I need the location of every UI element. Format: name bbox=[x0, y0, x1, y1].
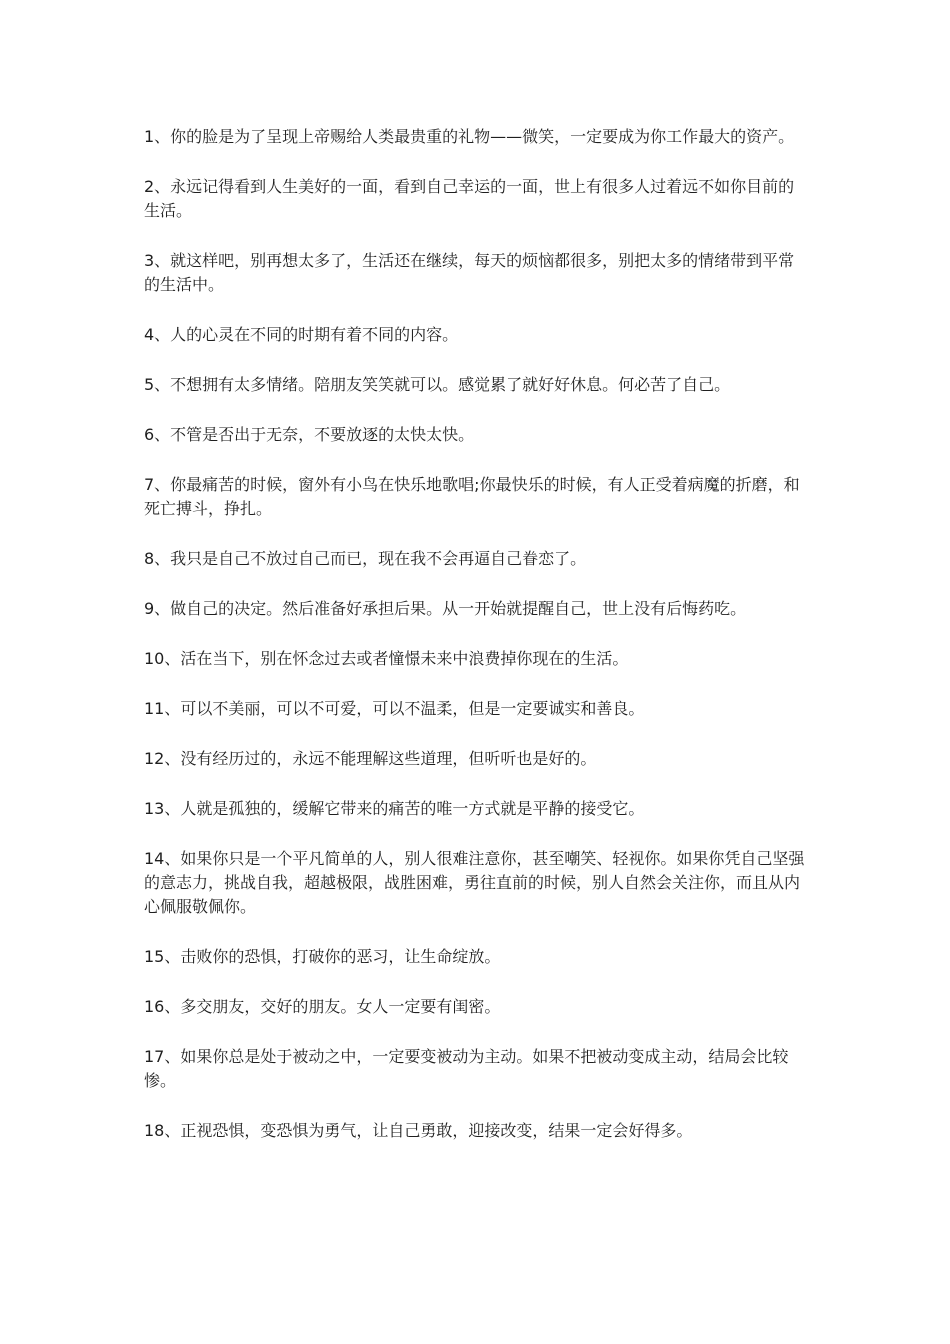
paragraph-12: 12、没有经历过的，永远不能理解这些道理，但听听也是好的。 bbox=[144, 749, 597, 768]
paragraph-4: 4、人的心灵在不同的时期有着不同的内容。 bbox=[144, 325, 459, 344]
paragraph-3: 3、就这样吧，别再想太多了，生活还在继续，每天的烦恼都很多，别把太多的情绪带到平常的生活中。 bbox=[144, 251, 795, 294]
paragraph-18: 18、正视恐惧，变恐惧为勇气，让自己勇敢，迎接改变，结果一定会好得多。 bbox=[144, 1121, 693, 1140]
paragraph-14: 14、如果你只是一个平凡简单的人，别人很难注意你，甚至嘲笑、轻视你。如果你凭自己坚强的意志力，挑战自我，超越极限，战胜困难，勇往直前的时候，别人自然会关注你，而且从内心佩服敬佩你。 bbox=[144, 849, 805, 916]
paragraph-1: 1、你的脸是为了呈现上帝赐给人类最贵重的礼物——微笑，一定要成为你工作最大的资产。 bbox=[144, 127, 795, 146]
paragraph-6: 6、不管是否出于无奈，不要放逐的太快太快。 bbox=[144, 425, 475, 444]
paragraph-5: 5、不想拥有太多情绪。陪朋友笑笑就可以。感觉累了就好好休息。何必苦了自己。 bbox=[144, 375, 731, 394]
paragraph-8: 8、我只是自己不放过自己而已，现在我不会再逼自己眷恋了。 bbox=[144, 549, 587, 568]
paragraph-11: 11、可以不美丽，可以不可爱，可以不温柔，但是一定要诚实和善良。 bbox=[144, 699, 645, 718]
paragraph-16: 16、多交朋友，交好的朋友。女人一定要有闺密。 bbox=[144, 997, 501, 1016]
paragraph-17: 17、如果你总是处于被动之中，一定要变被动为主动。如果不把被动变成主动，结局会比较惨。 bbox=[144, 1047, 789, 1090]
paragraph-15: 15、击败你的恐惧，打破你的恶习，让生命绽放。 bbox=[144, 947, 501, 966]
document-page bbox=[144, 125, 810, 1169]
paragraph-2: 2、永远记得看到人生美好的一面，看到自己幸运的一面，世上有很多人过着远不如你目前的生活。 bbox=[144, 177, 795, 220]
paragraph-7: 7、你最痛苦的时候，窗外有小鸟在快乐地歌唱;你最快乐的时候，有人正受着病魔的折磨，和死亡搏斗，挣扎。 bbox=[144, 475, 800, 518]
paragraph-9: 9、做自己的决定。然后准备好承担后果。从一开始就提醒自己，世上没有后悔药吃。 bbox=[144, 599, 747, 618]
paragraph-13: 13、人就是孤独的，缓解它带来的痛苦的唯一方式就是平静的接受它。 bbox=[144, 799, 645, 818]
paragraph-10: 10、活在当下，别在怀念过去或者憧憬未来中浪费掉你现在的生活。 bbox=[144, 649, 629, 668]
